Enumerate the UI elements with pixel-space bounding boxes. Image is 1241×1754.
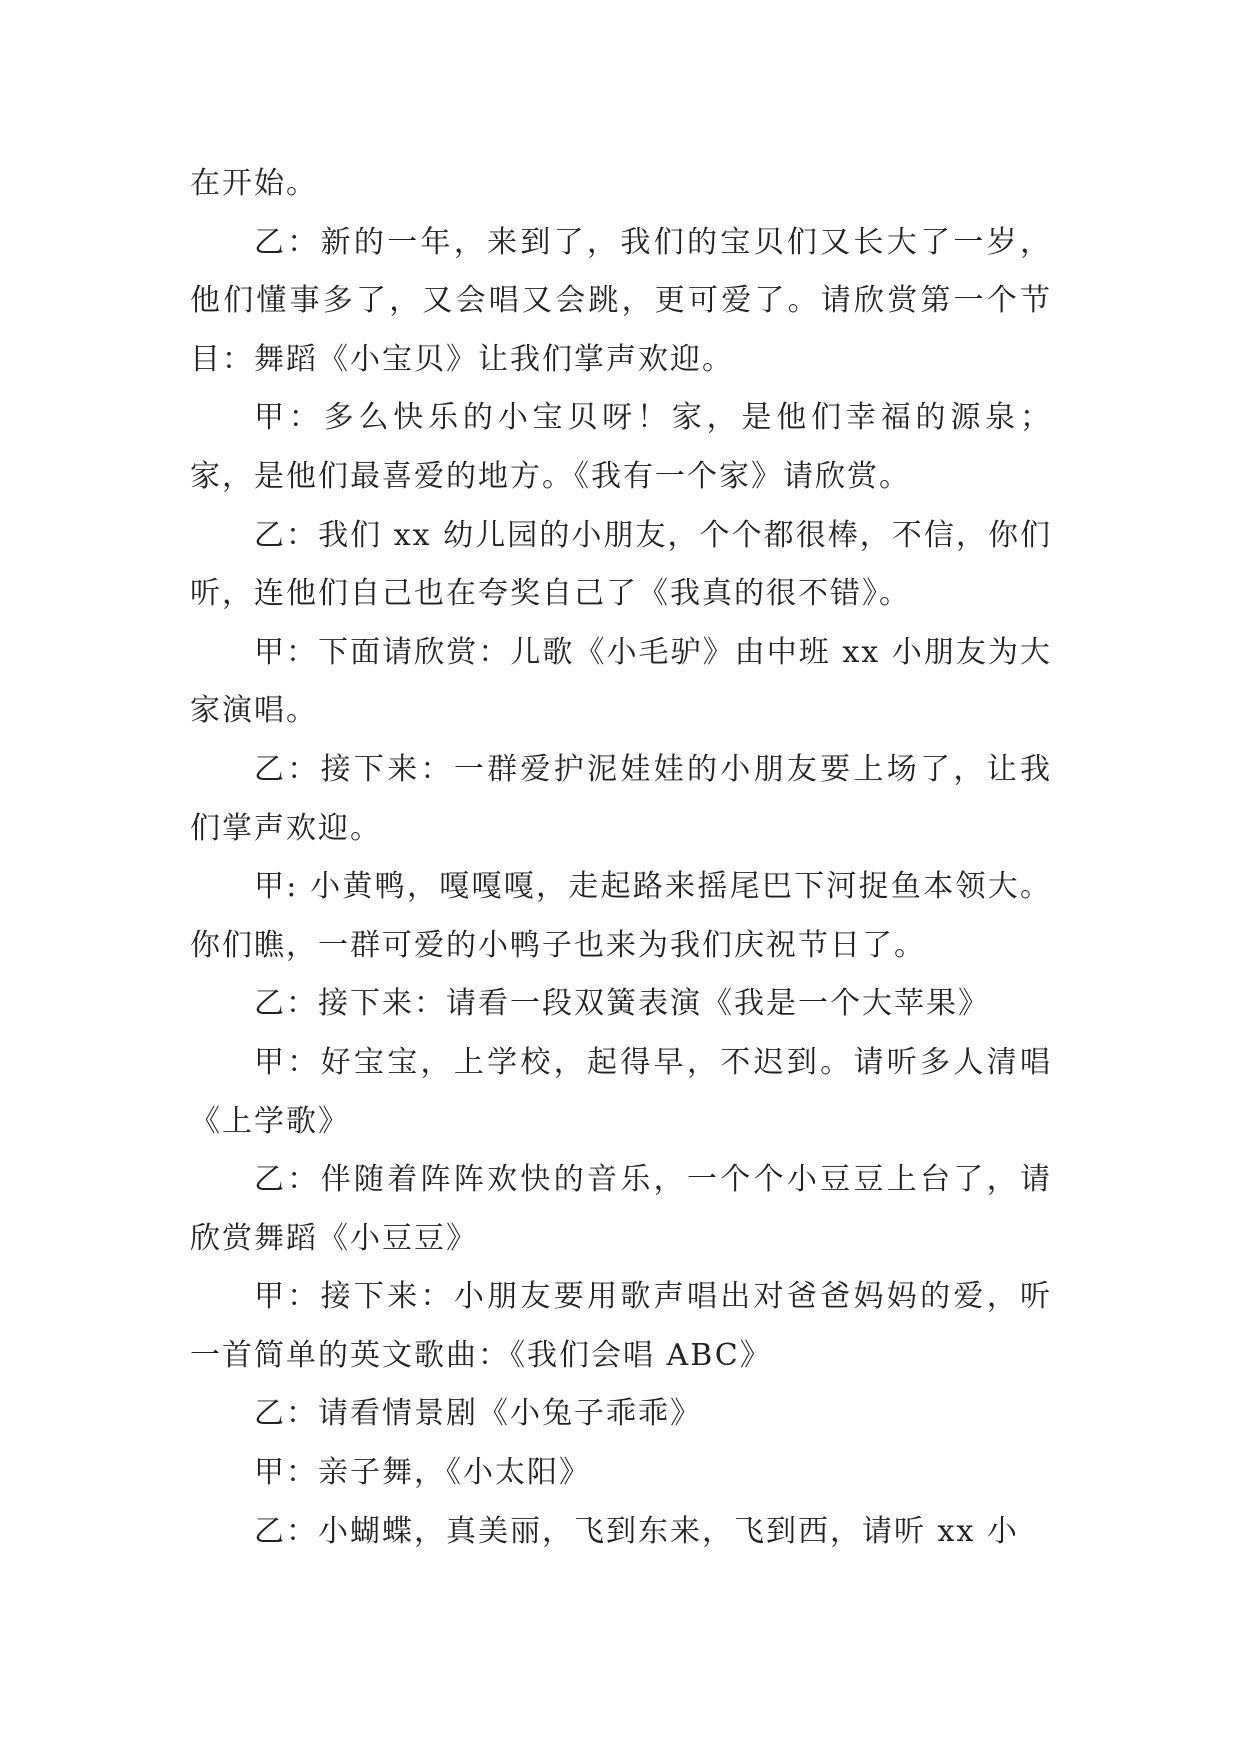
paragraph-4: 甲：下面请欣赏：儿歌《小毛驴》由中班 xx 小朋友为大家演唱。 xyxy=(190,634,1052,729)
paragraph-5: 乙：接下来：一群爱护泥娃娃的小朋友要上场了，让我们掌声欢迎。 xyxy=(190,751,1052,846)
paragraph-0: 在开始。 xyxy=(190,166,318,201)
paragraph-6: 甲: 小黄鸭，嘎嘎嘎，走起路来摇尾巴下河捉鱼本领大。你们瞧，一群可爱的小鸭子也来为我们庆祝节日了。 xyxy=(190,869,1052,963)
paragraph-8: 甲：好宝宝，上学校，起得早，不迟到。请听多人清唱《上学歌》 xyxy=(190,1044,1052,1139)
paragraph-10: 甲：接下来：小朋友要用歌声唱出对爸爸妈妈的爱，听一首简单的英文歌曲：《我们会唱 ABC》 xyxy=(190,1279,1052,1373)
paragraph-9: 乙：伴随着阵阵欢快的音乐，一个个小豆豆上台了，请欣赏舞蹈《小豆豆》 xyxy=(190,1162,1052,1256)
paragraph-11: 乙：请看情景剧《小兔子乖乖》 xyxy=(254,1396,702,1432)
paragraph-1: 乙：新的一年，来到了，我们的宝贝们又长大了一岁，他们懂事多了，又会唱又会跳，更可爱了。请欣赏第一个节目：舞蹈《小宝贝》让我们掌声欢迎。 xyxy=(190,224,1052,377)
document-body xyxy=(190,155,1052,1561)
paragraph-7: 乙：接下来：请看一段双簧表演《我是一个大苹果》 xyxy=(254,986,990,1022)
paragraph-12: 甲：亲子舞，《小太阳》 xyxy=(254,1455,591,1491)
paragraph-13: 乙：小蝴蝶，真美丽，飞到东来，飞到西，请听 xx 小 xyxy=(254,1513,1019,1549)
paragraph-2: 甲：多么快乐的小宝贝呀！家，是他们幸福的源泉；家，是他们最喜爱的地方。《我有一个家》请欣赏。 xyxy=(190,400,1052,494)
paragraph-3: 乙：我们 xx 幼儿园的小朋友，个个都很棒，不信，你们听，连他们自己也在夸奖自己了《我真的很不错》。 xyxy=(190,517,1052,612)
